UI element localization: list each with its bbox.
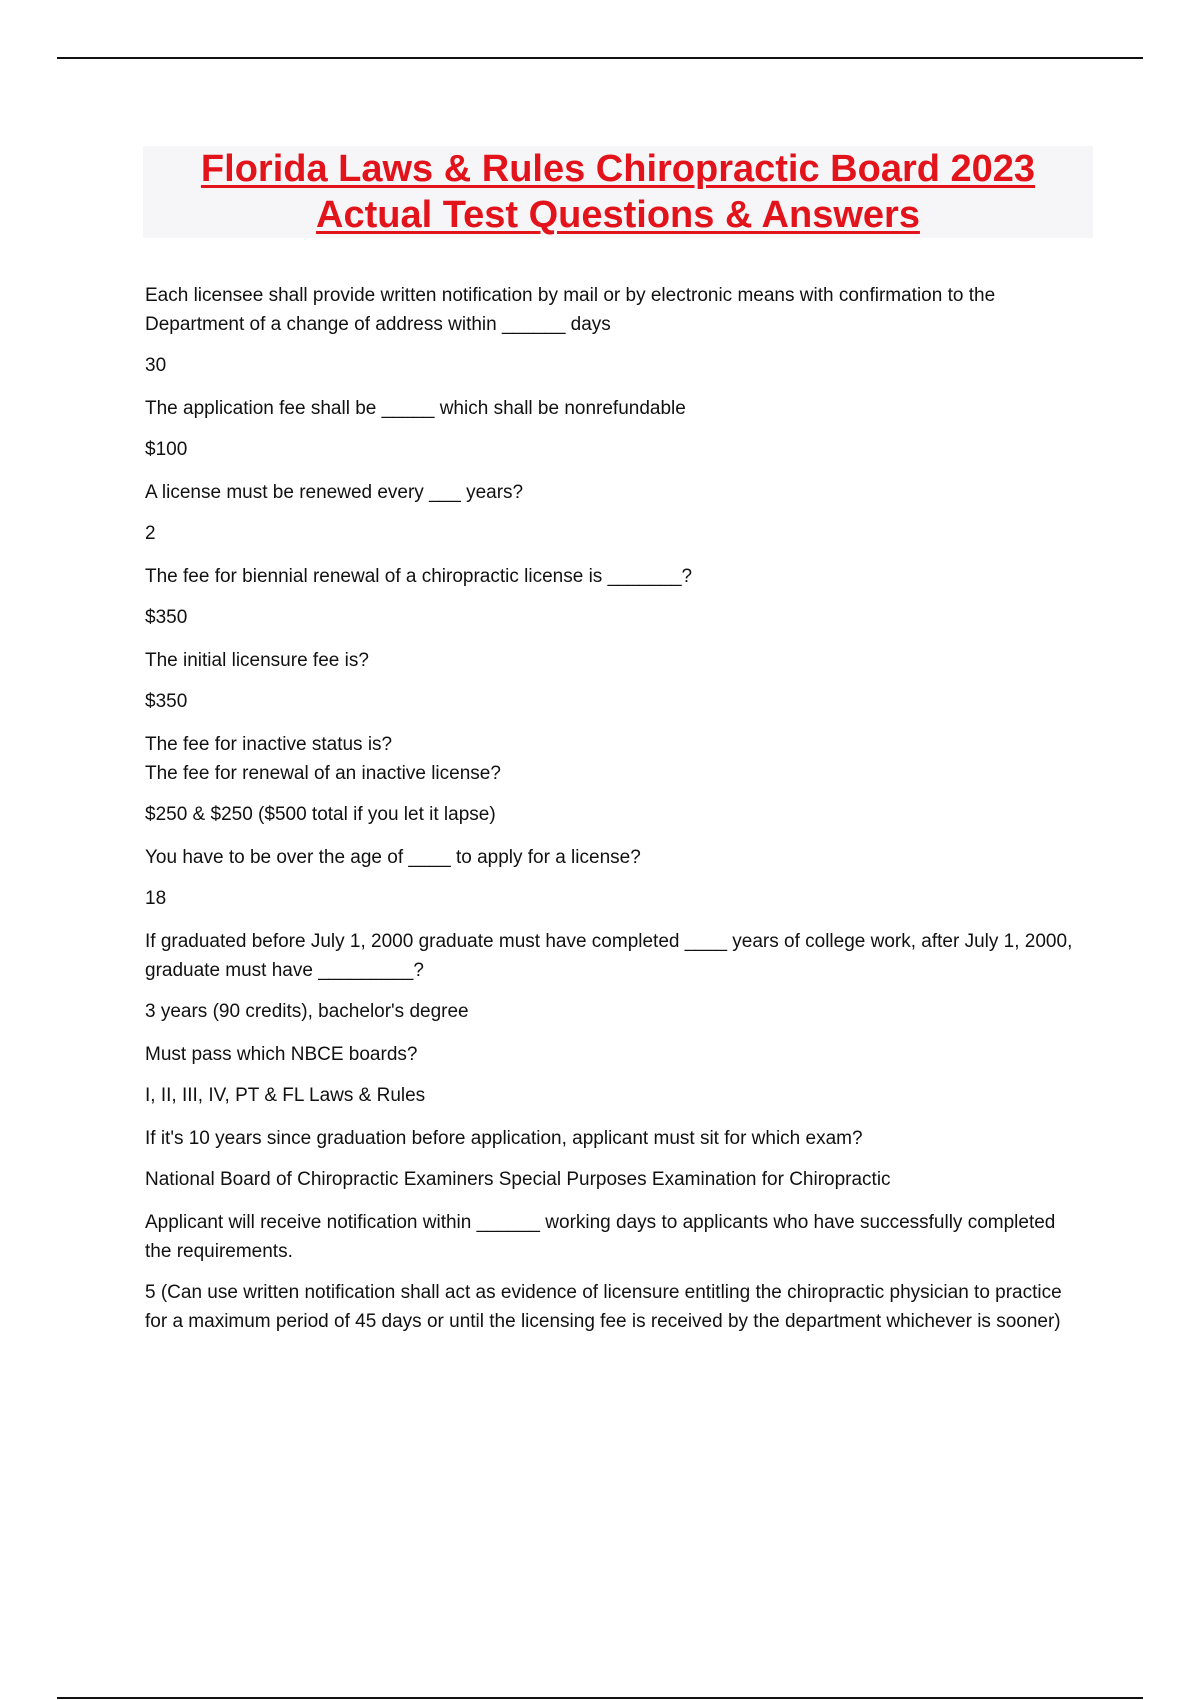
- question-text: You have to be over the age of ____ to apply for a license?: [145, 847, 641, 868]
- title-line-2: Actual Test Questions & Answers: [316, 194, 920, 236]
- bottom-rule: [57, 1697, 1143, 1699]
- question-text: Applicant will receive notification within ______ working days to applicants who have successfully completed the requirements.: [145, 1212, 1056, 1262]
- answer-text: $350: [145, 607, 188, 628]
- question-text: A license must be renewed every ___ years?: [145, 482, 524, 503]
- qa-item: [145, 394, 1085, 464]
- qa-item: [145, 1208, 1085, 1336]
- answer-text: 2: [145, 523, 156, 544]
- qa-item: [145, 281, 1085, 380]
- answer-text: 3 years (90 credits), bachelor's degree: [145, 1001, 469, 1022]
- title-line-1: Florida Laws & Rules Chiropractic Board 2023: [200, 148, 1036, 190]
- qa-item: [145, 478, 1085, 548]
- answer-text: $350: [145, 691, 188, 712]
- answer-text: I, II, III, IV, PT & FL Laws & Rules: [145, 1085, 426, 1106]
- document-title: [143, 146, 1093, 238]
- answer-text: National Board of Chiropractic Examiners Special Purposes Examination for Chiropractic: [145, 1169, 891, 1190]
- question-text: If graduated before July 1, 2000 graduate must have completed ____ years of college work, after July 1, 2000, graduate must have _________?: [145, 931, 1073, 981]
- qa-item: [145, 1124, 1085, 1194]
- question-text: The fee for inactive status is? The fee for renewal of an inactive license?: [145, 734, 501, 784]
- answer-text: 18: [145, 888, 167, 909]
- question-text: The fee for biennial renewal of a chiropractic license is _______?: [145, 566, 693, 587]
- answer-text: $100: [145, 439, 188, 460]
- qa-item: [145, 1040, 1085, 1110]
- question-text: Each licensee shall provide written notification by mail or by electronic means with confirmation to the Department of a change of address within ______ days: [145, 285, 996, 335]
- qa-item: [145, 562, 1085, 632]
- question-text: If it's 10 years since graduation before application, applicant must sit for which exam?: [145, 1128, 863, 1149]
- question-text: The initial licensure fee is?: [145, 650, 369, 671]
- qa-item: [145, 927, 1085, 1026]
- answer-text: $250 & $250 ($500 total if you let it lapse): [145, 804, 496, 825]
- top-rule: [57, 57, 1143, 59]
- qa-list: [145, 281, 1085, 1350]
- question-text: Must pass which NBCE boards?: [145, 1044, 418, 1065]
- question-text: The application fee shall be _____ which shall be nonrefundable: [145, 398, 686, 419]
- qa-item: [145, 730, 1085, 829]
- qa-item: [145, 843, 1085, 913]
- answer-text: 30: [145, 355, 167, 376]
- qa-item: [145, 646, 1085, 716]
- answer-text: 5 (Can use written notification shall act as evidence of licensure entitling the chiropractic physician to practice for a maximum period of 45 days or until the licensing fee is received by the department whichever is sooner): [145, 1282, 1062, 1332]
